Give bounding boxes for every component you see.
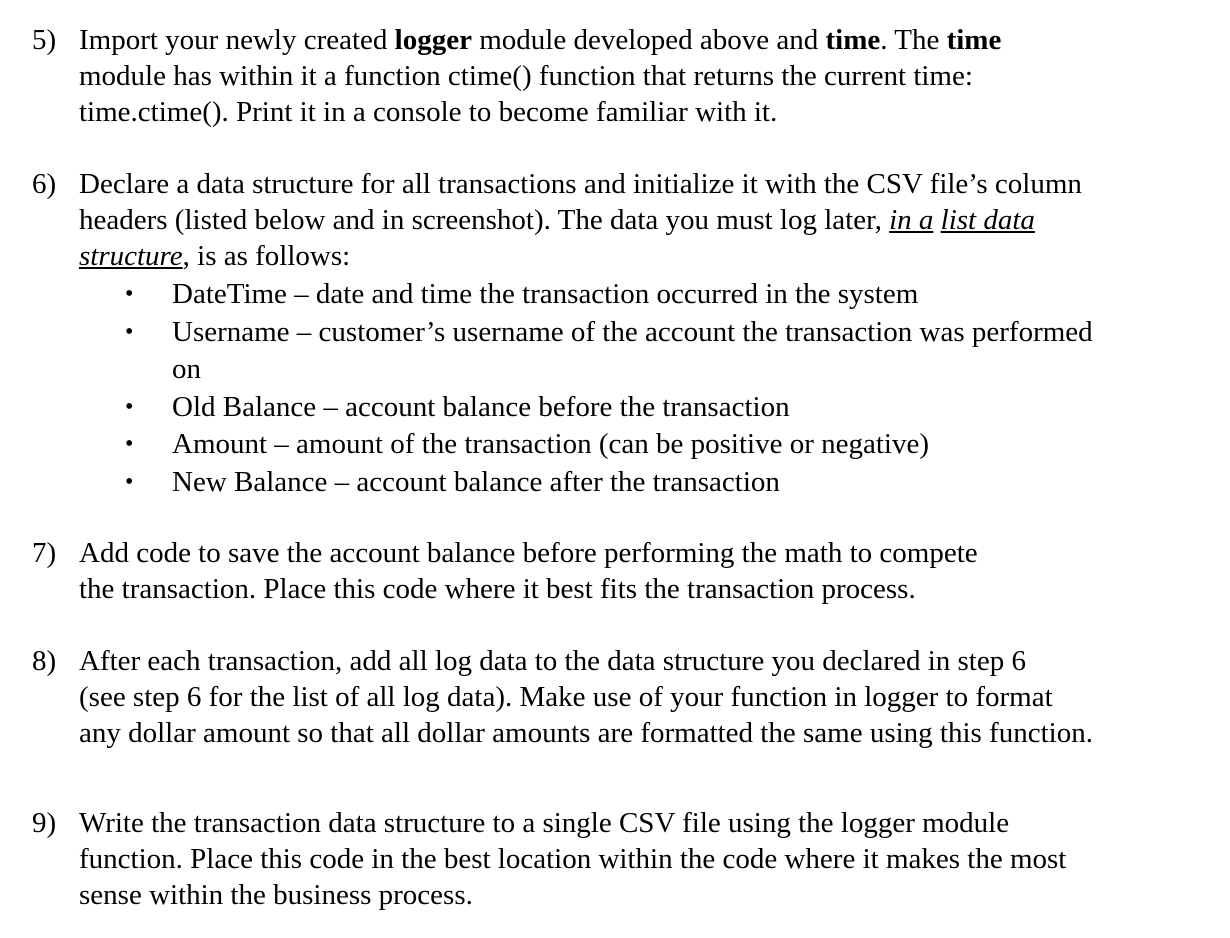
bullet-icon: •	[125, 393, 134, 420]
field-list	[79, 276, 1212, 501]
list-item	[79, 314, 1212, 389]
list-item	[79, 426, 1212, 464]
bold-term-time: time	[946, 24, 1002, 56]
emphasis-underlined: in a	[889, 204, 934, 236]
text-run: headers (listed below and in screenshot). The data you must log later,	[79, 204, 890, 236]
list-item	[79, 389, 1212, 427]
step-text	[79, 166, 1212, 501]
list-item	[79, 276, 1212, 314]
step-number: 8)	[32, 645, 57, 677]
step-text	[79, 805, 1212, 913]
text-line: module has within it a function ctime() function that returns the current time:	[79, 60, 973, 92]
text-line: After each transaction, add all log data to the data structure you declared in step 6	[79, 645, 1026, 677]
list-item-text: New Balance – account balance after the transaction	[172, 465, 780, 498]
step-9	[32, 805, 1212, 913]
list-item-text: Username – customer’s username of the account the transaction was performed	[172, 315, 1093, 348]
emphasis-underlined: list data	[940, 204, 1035, 236]
text-line	[79, 238, 1212, 274]
step-number: 6)	[32, 168, 57, 200]
text-run: . The	[880, 24, 947, 56]
step-7	[32, 535, 1212, 607]
step-6	[32, 166, 1212, 501]
text-run	[933, 204, 940, 236]
bold-term-logger: logger	[394, 24, 472, 56]
list-item-text: DateTime – date and time the transaction occurred in the system	[172, 278, 919, 310]
text-run: , is as follows:	[182, 240, 351, 272]
text-line: sense within the business process.	[79, 879, 473, 911]
bullet-icon: •	[125, 431, 134, 457]
list-item	[79, 464, 1212, 502]
step-number: 5)	[32, 24, 57, 56]
step-text	[79, 22, 1212, 130]
text-line	[79, 202, 1212, 238]
list-item-text: Old Balance – account balance before the transaction	[172, 390, 790, 423]
step-number: 7)	[32, 537, 57, 569]
list-item-text-continued: on	[172, 353, 201, 385]
bullet-icon: •	[125, 468, 134, 495]
text-line: any dollar amount so that all dollar amounts are formatted the same using this function.	[79, 717, 1093, 749]
text-line: function. Place this code in the best location within the code where it makes the most	[79, 843, 1067, 875]
bold-term-time: time	[825, 24, 881, 56]
bullet-icon: •	[125, 281, 134, 307]
text-line: time.ctime(). Print it in a console to become familiar with it.	[79, 96, 778, 128]
step-text	[79, 643, 1212, 751]
text-line: (see step 6 for the list of all log data). Make use of your function in logger to format	[79, 681, 1053, 713]
step-number: 9)	[32, 807, 57, 839]
text-line: the transaction. Place this code where it best fits the transaction process.	[79, 573, 916, 605]
step-8	[32, 643, 1212, 751]
list-item-text: Amount – amount of the transaction (can be positive or negative)	[172, 428, 930, 460]
text-run: module developed above and	[471, 24, 826, 56]
text-line: Write the transaction data structure to a single CSV file using the logger module	[79, 807, 1010, 839]
text-run: Import your newly created	[79, 24, 395, 56]
text-line	[79, 22, 1212, 58]
step-text	[79, 535, 1212, 607]
emphasis-underlined: structure	[79, 240, 183, 272]
text-line: Add code to save the account balance before performing the math to compete	[79, 537, 978, 569]
bullet-icon: •	[125, 318, 134, 345]
text-line: Declare a data structure for all transactions and initialize it with the CSV file’s column	[79, 168, 1082, 200]
step-5	[32, 22, 1212, 130]
